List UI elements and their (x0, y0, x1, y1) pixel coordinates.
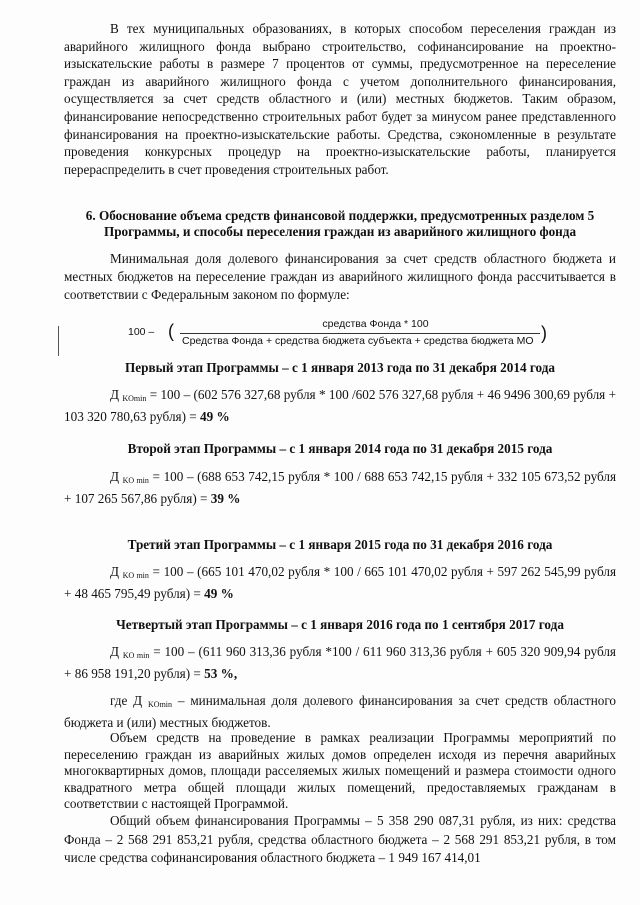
margin-mark (58, 326, 59, 356)
section-heading: 6. Обоснование объема средств финансовой поддержки, предусмотренных разделом 5 Программы, и способы переселения граждан из аварийного жилищного фонда (85, 208, 595, 239)
formula-prefix: 100 – (128, 326, 155, 338)
formula-fraction-line (180, 333, 540, 334)
formula-numerator: средства Фонда * 100 (322, 318, 429, 330)
stage-2-expression: = 100 – (688 653 742,15 рубля * 100 / 688 653 742,15 рубля + 332 105 673,52 рубля + 107 265 567,86 рубля) = (64, 469, 617, 506)
stage-3-symbol: Д (110, 564, 119, 579)
stage-3-title: Третий этап Программы – с 1 января 2015 года по 31 декабря 2016 года (127, 537, 553, 552)
stage-1-symbol: Д (110, 387, 119, 402)
stage-2-result: 39 % (210, 491, 241, 506)
stage-2-subscript: KO min (122, 476, 149, 485)
stage-3-expression: = 100 – (665 101 470,02 рубля * 100 / 665 101 470,02 рубля + 597 262 545,99 рубля + 48 465 795,49 рубля) = (64, 564, 617, 601)
paragraph-definition (64, 692, 616, 732)
stage-4-result: 53 %, (204, 666, 238, 681)
stage-4-calculation (64, 643, 616, 683)
stage-3-result: 49 % (204, 586, 234, 601)
paragraph-minimal-share: Минимальная доля долевого финансирования за счет средств областного бюджета и местных бюджетов на переселение граждан из аварийного жилищного фонда рассчитывается в соответствии с Федеральным законом по формуле: (64, 251, 616, 302)
definition-text: – минимальная доля долевого финансирования за счет средств областного бюджета и (или) местных бюджетов. (64, 693, 617, 730)
stage-2-symbol: Д (110, 469, 119, 484)
formula-open-paren: ( (168, 321, 174, 341)
paragraph-total-financing: Общий объем финансирования Программы – 5 358 290 087,31 рубля, из них: средства Фонда – 2 568 291 853,21 рубля, средства областного бюджета – 2 568 291 853,21 рубля, в том числе средства софинансирования областного бюджета – 1 949 167 414,01 (64, 813, 616, 865)
stage-1-title: Первый этап Программы – с 1 января 2013 года по 31 декабря 2014 года (125, 360, 555, 375)
paragraph-cofinancing: В тех муниципальных образованиях, в которых способом переселения граждан из аварийного жилищного фонда выбрано строительство, софинансирование на проектно-изыскательские работы в размере 7 процентов от суммы, предусмотренное на переселение граждан из аварийного жилищного фонда с учетом дополнительного финансирования, осуществляется за счет средств областного и (или) местных бюджетов. Таким образом, финансирование непосредственно строительных работ будет за минусом ранее представленного финансирования на проектно-изыскательские работы. Средства, сэкономленные в результате проведения конкурсных процедур на проектно-изыскательские работы, планируется перераспределить в счет проведения строительных работ. (64, 21, 616, 177)
stage-2-calculation (64, 468, 616, 508)
formula-close-paren: ) (541, 323, 547, 343)
stage-2-title: Второй этап Программы – с 1 января 2014 года по 31 декабря 2015 года (127, 441, 553, 456)
stage-3-calculation (64, 563, 616, 603)
formula-denominator: Средства Фонда + средства бюджета субъекта + средства бюджета МО (182, 335, 534, 347)
stage-1-calculation (64, 386, 616, 426)
paragraph-funding-volume: Объем средств на проведение в рамках реализации Программы мероприятий по переселению граждан из аварийных жилых домов определен исходя из перечня аварийных многоквартирных домов, площади расселяемых жилых помещений и размера стоимости одного квадратного метра общей площади жилых помещений, предоставляемых гражданам в соответствии с настоящей Программой. (64, 730, 616, 811)
definition-subscript: KOmin (148, 700, 173, 709)
stage-4-expression: = 100 – (611 960 313,36 рубля *100 / 611 960 313,36 рубля + 605 320 909,94 рубля + 86 958 191,20 рубля) = (64, 644, 616, 681)
stage-4-subscript: KO min (122, 651, 150, 660)
stage-4-title: Четвертый этап Программы – с 1 января 2016 года по 1 сентября 2017 года (116, 617, 564, 632)
formula (128, 318, 558, 354)
stage-1-subscript: KOmin (122, 394, 147, 403)
stage-4-symbol: Д (110, 644, 119, 659)
stage-1-expression: = 100 – (602 576 327,68 рубля * 100 /602 576 327,68 рубля + 46 9496 300,69 рубля + 103 320 780,63 рубля) = (64, 387, 617, 424)
definition-symbol: где Д (110, 693, 143, 708)
stage-1-result: 49 % (200, 409, 230, 424)
stage-3-subscript: KO min (122, 571, 149, 580)
